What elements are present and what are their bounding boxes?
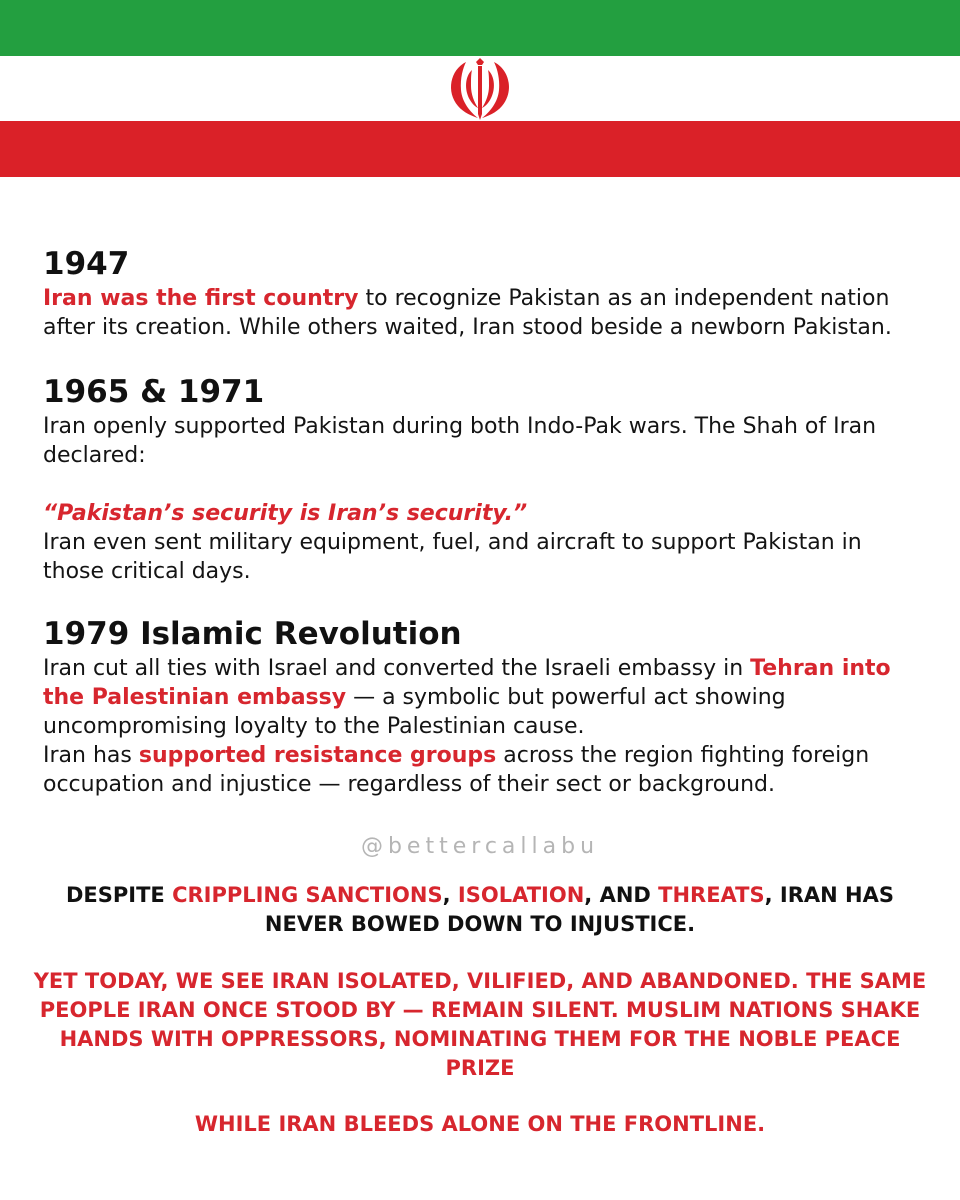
closing-red-word: ISOLATION (457, 883, 585, 907)
paragraph-text: — a symbolic but powerful act showing uncompromising loyalty to the Palestinian cause. (43, 685, 786, 739)
section-1965-1971 (43, 372, 923, 586)
closing-text: DESPITE (65, 883, 173, 907)
section-paragraph (43, 654, 923, 741)
section-1979 (43, 614, 923, 799)
flag-green-stripe (0, 0, 960, 56)
highlight-text: Iran was the first country (43, 286, 359, 311)
closing-text: , IRAN HAS NEVER BOWED DOWN TO INJUSTICE. (264, 883, 895, 936)
closing-statement (30, 881, 930, 939)
closing-red-word: CRIPPLING SANCTIONS (172, 883, 443, 907)
section-paragraph: Iran even sent military equipment, fuel, and aircraft to support Pakistan in those critical days. (43, 530, 862, 584)
paragraph-text: across the region fighting foreign occupation and injustice — regardless of their sect or background. (43, 743, 870, 797)
highlight-text: Tehran into the Palestinian embassy (43, 656, 891, 710)
iran-emblem-icon (444, 56, 516, 122)
section-paragraph (43, 284, 923, 342)
watermark-handle: @bettercallabu (360, 834, 600, 859)
shah-quote: “Pakistan’s security is Iran’s security.” (43, 501, 528, 526)
closing-red-paragraph: YET TODAY, WE SEE IRAN ISOLATED, VILIFIED, AND ABANDONED. THE SAME PEOPLE IRAN ONCE STOOD BY — REMAIN SILENT. MUSLIM NATIONS SHAKE HANDS WITH OPPRESSORS, NOMINATING THEM FOR THE NOBLE PEACE PRIZE (33, 969, 927, 1080)
section-heading: 1947 (43, 246, 130, 282)
paragraph-text: Iran cut all ties with Israel and converted the Israeli embassy in (43, 656, 751, 681)
closing-text: , AND (584, 883, 659, 907)
section-1947 (43, 244, 923, 342)
paragraph-text: Iran has (43, 743, 139, 768)
highlight-text: supported resistance groups (138, 743, 497, 768)
main-content (43, 244, 923, 799)
section-heading: 1965 & 1971 (43, 374, 265, 410)
section-heading: 1979 Islamic Revolution (43, 616, 462, 652)
closing-final-line: WHILE IRAN BLEEDS ALONE ON THE FRONTLINE. (194, 1112, 766, 1136)
paragraph-text: to recognize Pakistan as an independent nation after its creation. While others waited, Iran stood beside a newborn Pakistan. (43, 286, 892, 340)
section-paragraph: Iran openly supported Pakistan during both Indo-Pak wars. The Shah of Iran declared: (43, 414, 877, 468)
iran-flag-banner (0, 0, 960, 177)
closing-red-word: THREATS (658, 883, 765, 907)
section-paragraph (43, 741, 923, 799)
flag-red-stripe (0, 121, 960, 177)
closing-text: , (442, 883, 458, 907)
